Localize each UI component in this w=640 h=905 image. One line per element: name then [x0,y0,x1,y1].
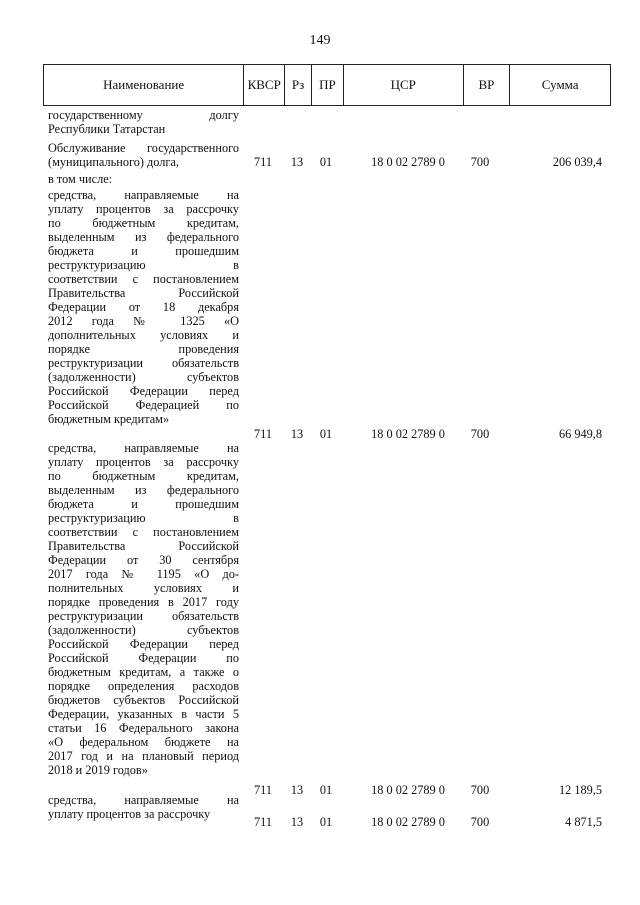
name-line-text: бюджета и прошедшим [48,497,239,511]
name-line [0,122,640,136]
name-line [0,286,640,300]
name-line [0,679,640,693]
name-line [0,749,640,763]
name-line-text: государственному долгу [48,108,239,122]
name-line-text: реструктуризацию в [48,511,239,525]
page-number: 149 [309,33,331,48]
name-line [0,595,640,609]
cell-pr: 01 [319,155,333,169]
name-line [0,258,640,272]
name-line [0,412,640,426]
name-line-text: выделенным из федерального [48,230,239,244]
cell-pr: 01 [319,815,333,829]
name-line [0,539,640,553]
name-line [0,314,640,328]
cell-rz: 13 [290,783,304,797]
name-line-text: 2017 года № 1195 «О до- [48,567,239,581]
cell-sum: 206 039,4 [552,155,602,169]
name-line [0,735,640,749]
name-line [0,108,640,122]
column-header-pr: ПР [311,65,343,105]
name-line-text: полнительных условиях и [48,581,239,595]
name-line [0,525,640,539]
cell-csr: 18 0 02 2789 0 [371,783,445,797]
cell-vr: 700 [470,815,490,829]
column-header-sum: Сумма [509,65,610,105]
name-line-text: статьи 16 Федерального закона [48,721,239,735]
name-line-text: Правительства Российской [48,286,239,300]
name-line-text: бюджетным кредитам» [48,412,170,426]
name-line [0,230,640,244]
name-line [0,141,640,155]
name-line [0,342,640,356]
name-line [0,483,640,497]
name-line [0,637,640,651]
column-header-name: Наименование [103,77,185,92]
name-line [0,721,640,735]
name-line-text: реструктуризации обязательств [48,609,239,623]
name-line-text: средства, направляемые на [48,793,239,807]
name-line [0,441,640,455]
name-line-text: Российской Федерации перед [48,637,239,651]
name-line-text: в том числе: [48,172,113,186]
name-line-text: порядке проведения в 2017 году [48,595,239,609]
name-line [0,651,640,665]
cell-rz: 13 [290,815,304,829]
name-line-text: уплату процентов за рассрочку [48,455,239,469]
name-line-text: порядке определения расходов [48,679,239,693]
name-line-text: соответствии с постановлением [48,272,239,286]
name-line-text: Обслуживание государственного [48,141,239,155]
name-line [0,497,640,511]
name-line-text: соответствии с постановлением [48,525,239,539]
name-line [0,202,640,216]
name-line [0,763,640,777]
name-line-text: по бюджетным кредитам, [48,469,239,483]
name-line-text: 2017 год и на плановый период [48,749,239,763]
cell-rz: 13 [290,427,304,441]
name-line [0,511,640,525]
name-line-text: 2012 года № 1325 «О [48,314,239,328]
name-line-text: бюджетов субъектов Российской [48,693,239,707]
column-header-vr: ВР [463,65,510,105]
cell-vr: 700 [470,155,490,169]
name-line [0,567,640,581]
name-line [0,300,640,314]
cell-kvsr: 711 [254,783,272,797]
name-line-text: (муниципального) долга, [48,155,179,169]
name-line-text: уплату процентов за рассрочку [48,202,239,216]
cell-csr: 18 0 02 2789 0 [371,155,445,169]
name-line-text: Правительства Российской [48,539,239,553]
name-line-text: (задолженности) субъектов [48,370,239,384]
name-line-text: Федерации от 18 декабря [48,300,239,314]
cell-pr: 01 [319,427,333,441]
name-line-text: реструктуризацию в [48,258,239,272]
cell-sum: 4 871,5 [565,815,602,829]
name-line-text: бюджетным кредитам, а также о [48,665,239,679]
name-line-text: «О федеральном бюджете на [48,735,239,749]
name-line-text: Российской Федерации по [48,651,239,665]
cell-kvsr: 711 [254,427,272,441]
name-line [0,707,640,721]
cell-pr: 01 [319,783,333,797]
column-header-kvsr: КВСР [243,65,284,105]
name-line-text: Федерации от 30 сентября [48,553,239,567]
cell-csr: 18 0 02 2789 0 [371,427,445,441]
cell-sum: 66 949,8 [558,427,602,441]
cell-vr: 700 [470,783,490,797]
name-line [0,272,640,286]
name-line [0,553,640,567]
name-line [0,244,640,258]
name-line [0,356,640,370]
name-line-text: (задолженности) субъектов [48,623,239,637]
name-line-text: уплату процентов за рассрочку [48,807,211,821]
name-line-text: Республики Татарстан [48,122,166,136]
table-header [43,64,611,106]
name-line-text: реструктуризации обязательств [48,356,239,370]
name-line [0,188,640,202]
name-line-text: средства, направляемые на [48,188,239,202]
name-line [0,665,640,679]
cell-kvsr: 711 [254,815,272,829]
name-line [0,455,640,469]
cell-vr: 700 [470,427,490,441]
name-line-text: Российской Федерации перед [48,384,239,398]
name-line [0,370,640,384]
name-line-text: 2018 и 2019 годов» [48,763,148,777]
name-line [0,398,640,412]
name-line-text: Российской Федерацией по [48,398,239,412]
name-line [0,469,640,483]
name-line-text: по бюджетным кредитам, [48,216,239,230]
name-line-text: дополнительных условиях и [48,328,239,342]
name-line [0,581,640,595]
name-line-text: бюджета и прошедшим [48,244,239,258]
name-line-text: порядке проведения [48,342,239,356]
name-line [0,693,640,707]
cell-rz: 13 [290,155,304,169]
name-line-text: средства, направляемые на [48,441,239,455]
name-line [0,384,640,398]
name-line [0,328,640,342]
name-line [0,172,640,186]
name-line [0,623,640,637]
cell-kvsr: 711 [254,155,272,169]
name-line [0,216,640,230]
name-line-text: Федерации, указанных в части 5 [48,707,239,721]
column-header-rz: Рз [284,65,311,105]
name-line-text: выделенным из федерального [48,483,239,497]
column-header-csr: ЦСР [343,65,463,105]
cell-csr: 18 0 02 2789 0 [371,815,445,829]
cell-sum: 12 189,5 [558,783,602,797]
name-line [0,609,640,623]
